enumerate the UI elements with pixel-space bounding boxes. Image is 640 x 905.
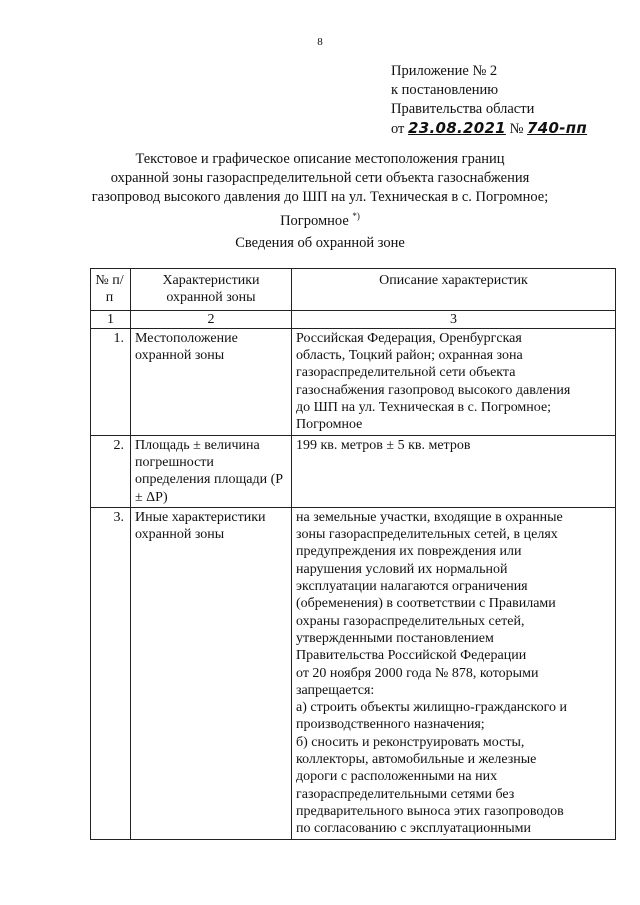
title-place: Погромное [280, 212, 349, 229]
title-line-4 [60, 207, 580, 231]
description-line: охраны газораспределительных сетей, [296, 613, 525, 629]
title-line-1: Текстовое и графическое описание местоположения границ [135, 151, 505, 167]
description-line: а) строить объекты жилищно-гражданского и [296, 700, 567, 716]
date-prefix: от [391, 121, 409, 137]
description-line: коллекторы, автомобильные и железные [296, 752, 537, 768]
description-line: предупреждения их повреждения или [296, 544, 522, 560]
appendix-line-2: к постановлению [391, 82, 499, 98]
appendix-block [391, 62, 621, 139]
description-line: Российская Федерация, Оренбургская [296, 330, 522, 346]
row-description [292, 507, 616, 839]
row-characteristic: Площадь ± величина погрешности определения площади (Р ± ΔР) [131, 435, 292, 507]
table-header-row [91, 269, 616, 311]
description-line: производственного назначения; [296, 717, 485, 733]
row-characteristic: Местоположение охранной зоны [131, 328, 292, 435]
row-characteristic: Иные характеристики охранной зоны [131, 507, 292, 839]
description-line: запрещается: [296, 682, 375, 698]
column-number-row [91, 310, 616, 328]
description-line: газораспределительной сети объекта [296, 365, 516, 381]
description-line: б) сносить и реконструировать мосты, [296, 734, 525, 750]
row-number: 2. [91, 435, 131, 507]
row-description [292, 328, 616, 435]
header-description: Описание характеристик [292, 269, 616, 311]
description-line: область, Тоцкий район; охранная зона [296, 348, 523, 364]
header-characteristics: Характеристики охранной зоны [131, 269, 292, 311]
description-line: газораспределительными сетями без [296, 786, 515, 802]
description-line: утвержденными постановлением [296, 630, 494, 646]
title-footnote-mark: *) [352, 211, 360, 221]
appendix-line-1: Приложение № 2 [391, 63, 498, 79]
document-title [60, 150, 580, 231]
description-line: (обременения) в соответствии с Правилами [296, 596, 556, 612]
row-description [292, 435, 616, 507]
table-row [91, 328, 616, 435]
description-line: газоснабжения газопровод высокого давления [296, 382, 571, 398]
description-line: нарушения условий их нормальной [296, 561, 508, 577]
description-line: по согласованию с эксплуатационными [296, 821, 531, 837]
description-line: зоны газораспределительных сетей, в целях [296, 527, 558, 543]
description-line: Правительства Российской Федерации [296, 648, 527, 664]
protection-zone-table [90, 268, 616, 840]
page-number: 8 [317, 36, 323, 48]
number-prefix: № [505, 121, 528, 137]
section-subtitle: Сведения об охранной зоне [235, 235, 405, 251]
description-line: до ШП на ул. Техническая в с. Погромное; [296, 400, 552, 416]
description-line: Погромное [296, 417, 363, 433]
description-line: от 20 ноября 2000 года № 878, которыми [296, 665, 539, 681]
column-number: 2 [131, 310, 292, 328]
title-line-3: газопровод высокого давления до ШП на ул. Техническая в с. Погромное; [91, 189, 549, 205]
table-row [91, 435, 616, 507]
description-line: эксплуатации налагаются ограничения [296, 579, 528, 595]
title-line-2: охранной зоны газораспределительной сети объекта газоснабжения [110, 170, 530, 186]
column-number: 1 [91, 310, 131, 328]
column-number: 3 [292, 310, 616, 328]
table-row [91, 507, 616, 839]
description-line: на земельные участки, входящие в охранные [296, 509, 563, 525]
description-line: предварительного выноса этих газопроводов [296, 803, 564, 819]
description-line: дороги с расположенными на них [296, 769, 498, 785]
handwritten-date: 23.08.2021 [408, 119, 506, 137]
row-number: 3. [91, 507, 131, 839]
row-number: 1. [91, 328, 131, 435]
appendix-date-line [391, 119, 621, 139]
description-line: 199 кв. метров ± 5 кв. метров [296, 437, 471, 453]
header-number: № п/п [91, 269, 131, 311]
handwritten-number: 740-пп [527, 119, 588, 137]
appendix-line-3: Правительства области [391, 101, 535, 117]
